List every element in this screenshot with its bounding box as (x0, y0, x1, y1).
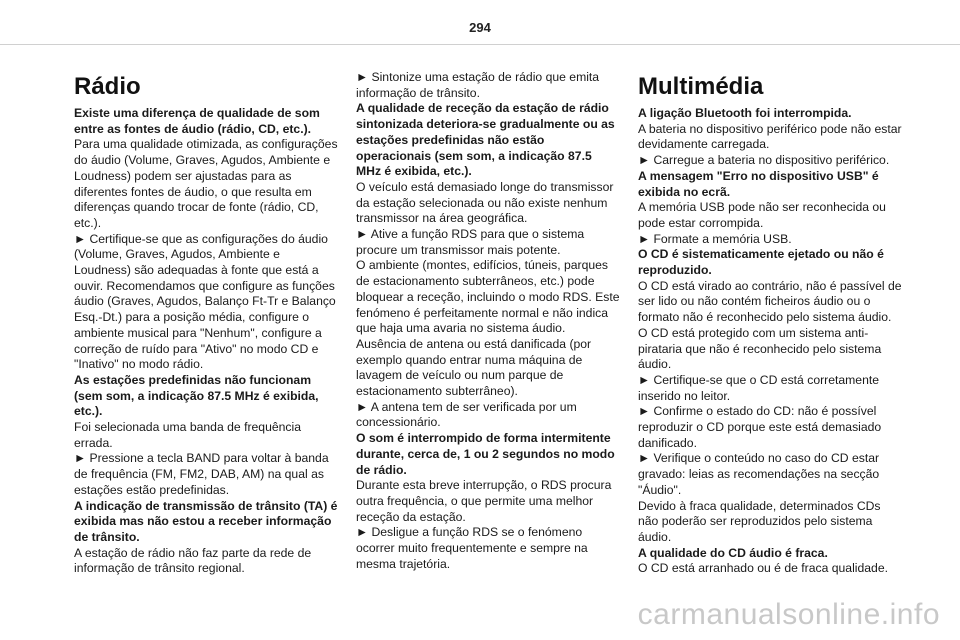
question-heading: Existe uma diferença de qualidade de som entre as fontes de áudio (rádio, CD, etc.). (74, 106, 320, 136)
paragraph: ► Desligue a função RDS se o fenómeno ocorrer muito frequentemente e sempre na mesma trajetória. (356, 525, 588, 571)
column-2 (356, 70, 620, 573)
question-heading: A qualidade de receção da estação de rádio sintonizada deteriora-se gradualmente ou as estações predefinidas não estão operacionais (sem som, a indicação 87.5 MHz é exibida, etc.). (356, 101, 615, 179)
question-heading: A mensagem "Erro no dispositivo USB" é exibida no ecrã. (638, 168, 879, 199)
paragraph: O CD está virado ao contrário, não é passível de ser lido ou não contém ficheiros áudio ou o formato não é reconhecido pelo sistema áudio. (638, 278, 902, 325)
question-heading: As estações predefinidas não funcionam (sem som, a indicação 87.5 MHz é exibida, etc.). (74, 372, 319, 419)
paragraph: A estação de rádio não faz parte da rede de informação de trânsito regional. (74, 545, 312, 576)
paragraph: O CD está protegido com um sistema anti-pirataria que não é reconhecido pelo sistema áudio. (638, 325, 882, 372)
paragraph: ► Confirme o estado do CD: não é possível reproduzir o CD porque este está demasiado danificado. (638, 404, 882, 450)
section-heading: Rádio (74, 73, 141, 100)
watermark: carmanualsonline.info (637, 598, 940, 631)
paragraph: ► Certifique-se que as configurações do áudio (Volume, Graves, Agudos, Ambiente e Loudness) são adequadas à fonte que está a ouvir. Recomendamos que configure as funções áudio (Graves, Agudos, Balanço Ft-Tr e Balanço Esq.-Dt.) para a posição média, configure o ambiente musical para "Nenhum", configure a correção de ruído para "Ativo" no modo CD e "Inativo" no modo rádio. (74, 231, 336, 372)
paragraph: Durante esta breve interrupção, o RDS procura outra frequência, o que permite uma melhor receção da estação. (356, 478, 612, 524)
paragraph: O veículo está demasiado longe do transmissor da estação selecionada ou não existe nenhum transmissor na área geográfica. (356, 179, 614, 226)
question-heading: A qualidade do CD áudio é fraca. (638, 545, 828, 560)
header-divider (0, 44, 960, 45)
paragraph: A bateria no dispositivo periférico pode não estar devidamente carregada. (638, 121, 902, 152)
question-heading: A ligação Bluetooth foi interrompida. (638, 106, 852, 120)
paragraph: Para uma qualidade otimizada, as configurações do áudio (Volume, Graves, Agudos, Ambiente e Loudness) podem ser ajustadas para as diferentes fontes de áudio, o que resulta em diferenças quando trocar de fonte (rádio, CD, etc.). (74, 137, 338, 230)
paragraph: A memória USB pode não ser reconhecida ou pode estar corrompida. (638, 200, 886, 230)
paragraph: ► Verifique o conteúdo no caso do CD estar gravado: leias as recomendações na secção "Áudio". (638, 451, 880, 497)
paragraph: ► Certifique-se que o CD está corretamente inserido no leitor. (638, 372, 880, 403)
paragraph: ► A antena tem de ser verificada por um concessionário. (356, 399, 577, 430)
paragraph: ► Carregue a bateria no dispositivo periférico. (638, 153, 890, 168)
paragraph: ► Formate a memória USB. (638, 231, 792, 246)
question-heading: A indicação de transmissão de trânsito (TA) é exibida mas não estou a receber informação de trânsito. (74, 498, 338, 544)
page-number: 294 (469, 20, 491, 35)
paragraph: ► Ative a função RDS para que o sistema procure um transmissor mais potente. (356, 227, 585, 257)
paragraph: O CD está arranhado ou é de fraca qualidade. (638, 561, 889, 576)
paragraph: Ausência de antena ou está danificada (por exemplo quando entrar numa máquina de lavagem de veículo ou num parque de estacionamento subterrâneo). (356, 336, 592, 399)
paragraph: O ambiente (montes, edifícios, túneis, parques de estacionamento subterrâneos, etc.) pode bloquear a receção, incluindo o modo RDS. Este fenómeno é perfeitamente normal e não indica que haja uma avaria no sistema áudio. (356, 258, 620, 336)
paragraph: Foi selecionada uma banda de frequência errada. (74, 420, 301, 450)
column-3 (638, 70, 902, 577)
question-heading: O som é interrompido de forma intermitente durante, cerca de, 1 ou 2 segundos no modo de rádio. (356, 431, 615, 477)
section-heading: Multimédia (638, 73, 764, 100)
paragraph: Devido à fraca qualidade, determinados CDs não poderão ser reproduzidos pelo sistema áudio. (638, 498, 881, 544)
column-1 (74, 70, 338, 577)
question-heading: O CD é sistematicamente ejetado ou não é reproduzido. (638, 247, 884, 278)
paragraph: ► Pressione a tecla BAND para voltar à banda de frequência (FM, FM2, DAB, AM) na qual as estações estão predefinidas. (74, 451, 329, 497)
paragraph: ► Sintonize uma estação de rádio que emita informação de trânsito. (356, 70, 600, 100)
